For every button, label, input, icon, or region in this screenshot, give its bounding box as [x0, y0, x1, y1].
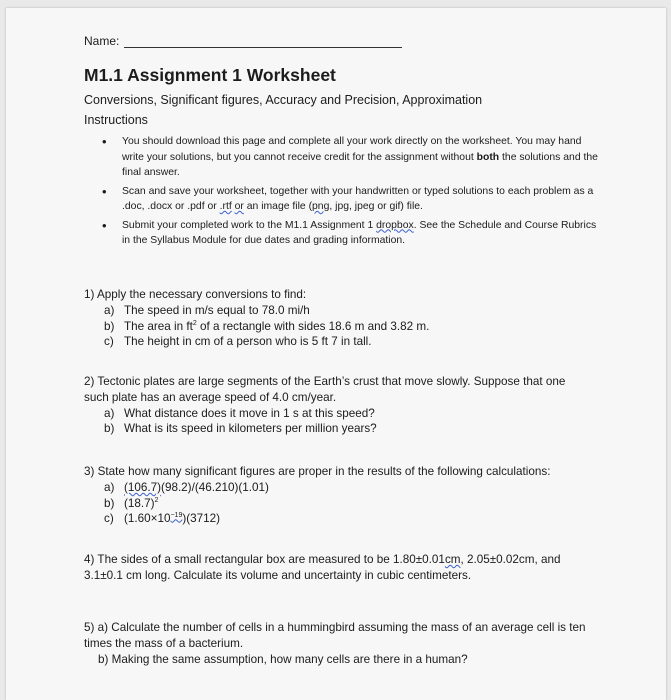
question-4: [84, 552, 604, 584]
question-5b: b) Making the same assumption, how many cells are there in a human?: [98, 652, 468, 666]
name-label: Name:: [84, 34, 120, 48]
question-1-stem: 1) Apply the necessary conversions to find:: [84, 288, 307, 301]
page-subtitle: Conversions, Significant figures, Accuracy and Precision, Approximation: [84, 93, 483, 107]
instruction-item: • Submit your completed work to the M1.1 Assignment 1 dropbox. See the Schedule and Course Rubrics in the Syllabus Module for due dates and grading information.: [102, 217, 597, 246]
question-1: [84, 287, 604, 350]
question-2-stem-line2: such plate has an average speed of 4.0 cm/year.: [84, 390, 337, 404]
question-1a: a) The speed in m/s equal to 78.0 mi/h: [104, 303, 310, 317]
question-1b: b) The area in $ft^2$ of a rectangle with sides 18.6 m and 3.82 m.: [104, 319, 430, 333]
name-blank-line: [124, 47, 402, 48]
worksheet-page: [6, 8, 666, 700]
question-2b: b) What is its speed in kilometers per million years?: [104, 422, 377, 436]
question-5-line2: times the mass of a bacterium.: [84, 636, 244, 650]
instruction-item: • You should download this page and complete all your work directly on the worksheet. You may hand write your solutions, but you cannot receive credit for the assignment without both the solutions and the final answer.: [102, 134, 598, 178]
question-4-line2: 3.1±0.1 cm long. Calculate its volume and uncertainty in cubic centimeters.: [84, 568, 472, 582]
question-2-stem-line1: 2) Tectonic plates are large segments of the Earth’s crust that move slowly. Suppose that one: [84, 375, 566, 388]
question-3: [84, 464, 604, 527]
question-3a: a) (106.7)(98.2)/(46.210)(1.01): [104, 480, 269, 494]
question-3-stem: 3) State how many significant figures are proper in the results of the following calculations:: [84, 465, 551, 478]
bullet-icon: •: [102, 134, 107, 149]
instructions-heading: Instructions: [84, 113, 148, 127]
question-5: [84, 620, 604, 667]
question-2a: a) What distance does it move in 1 s at this speed?: [104, 406, 375, 420]
page-title: M1.1 Assignment 1 Worksheet: [84, 65, 336, 85]
question-1c: c) The height in cm of a person who is 5 ft 7 in tall.: [104, 335, 372, 349]
bullet-icon: •: [102, 183, 107, 199]
question-2: [84, 374, 604, 437]
question-3b: b) $(18.7)^2$: [104, 496, 159, 510]
instructions-list: [102, 134, 602, 252]
question-4-line1: 4) The sides of a small rectangular box are measured to be 1.80±0.01cm, 2.05±0.02cm, and: [84, 553, 561, 566]
bullet-icon: •: [102, 217, 107, 233]
instruction-item: • Scan and save your worksheet, together with your handwritten or typed solutions to each problem as a .doc, .docx or .pdf or .rtf or an image file (png, jpg, jpeg or gif) file.: [102, 183, 594, 212]
question-3c: c) $(1.60\times 10^{-19})(3712)$: [104, 512, 221, 526]
question-5-line1: 5) a) Calculate the number of cells in a hummingbird assuming the mass of an average cell is ten: [84, 621, 586, 634]
